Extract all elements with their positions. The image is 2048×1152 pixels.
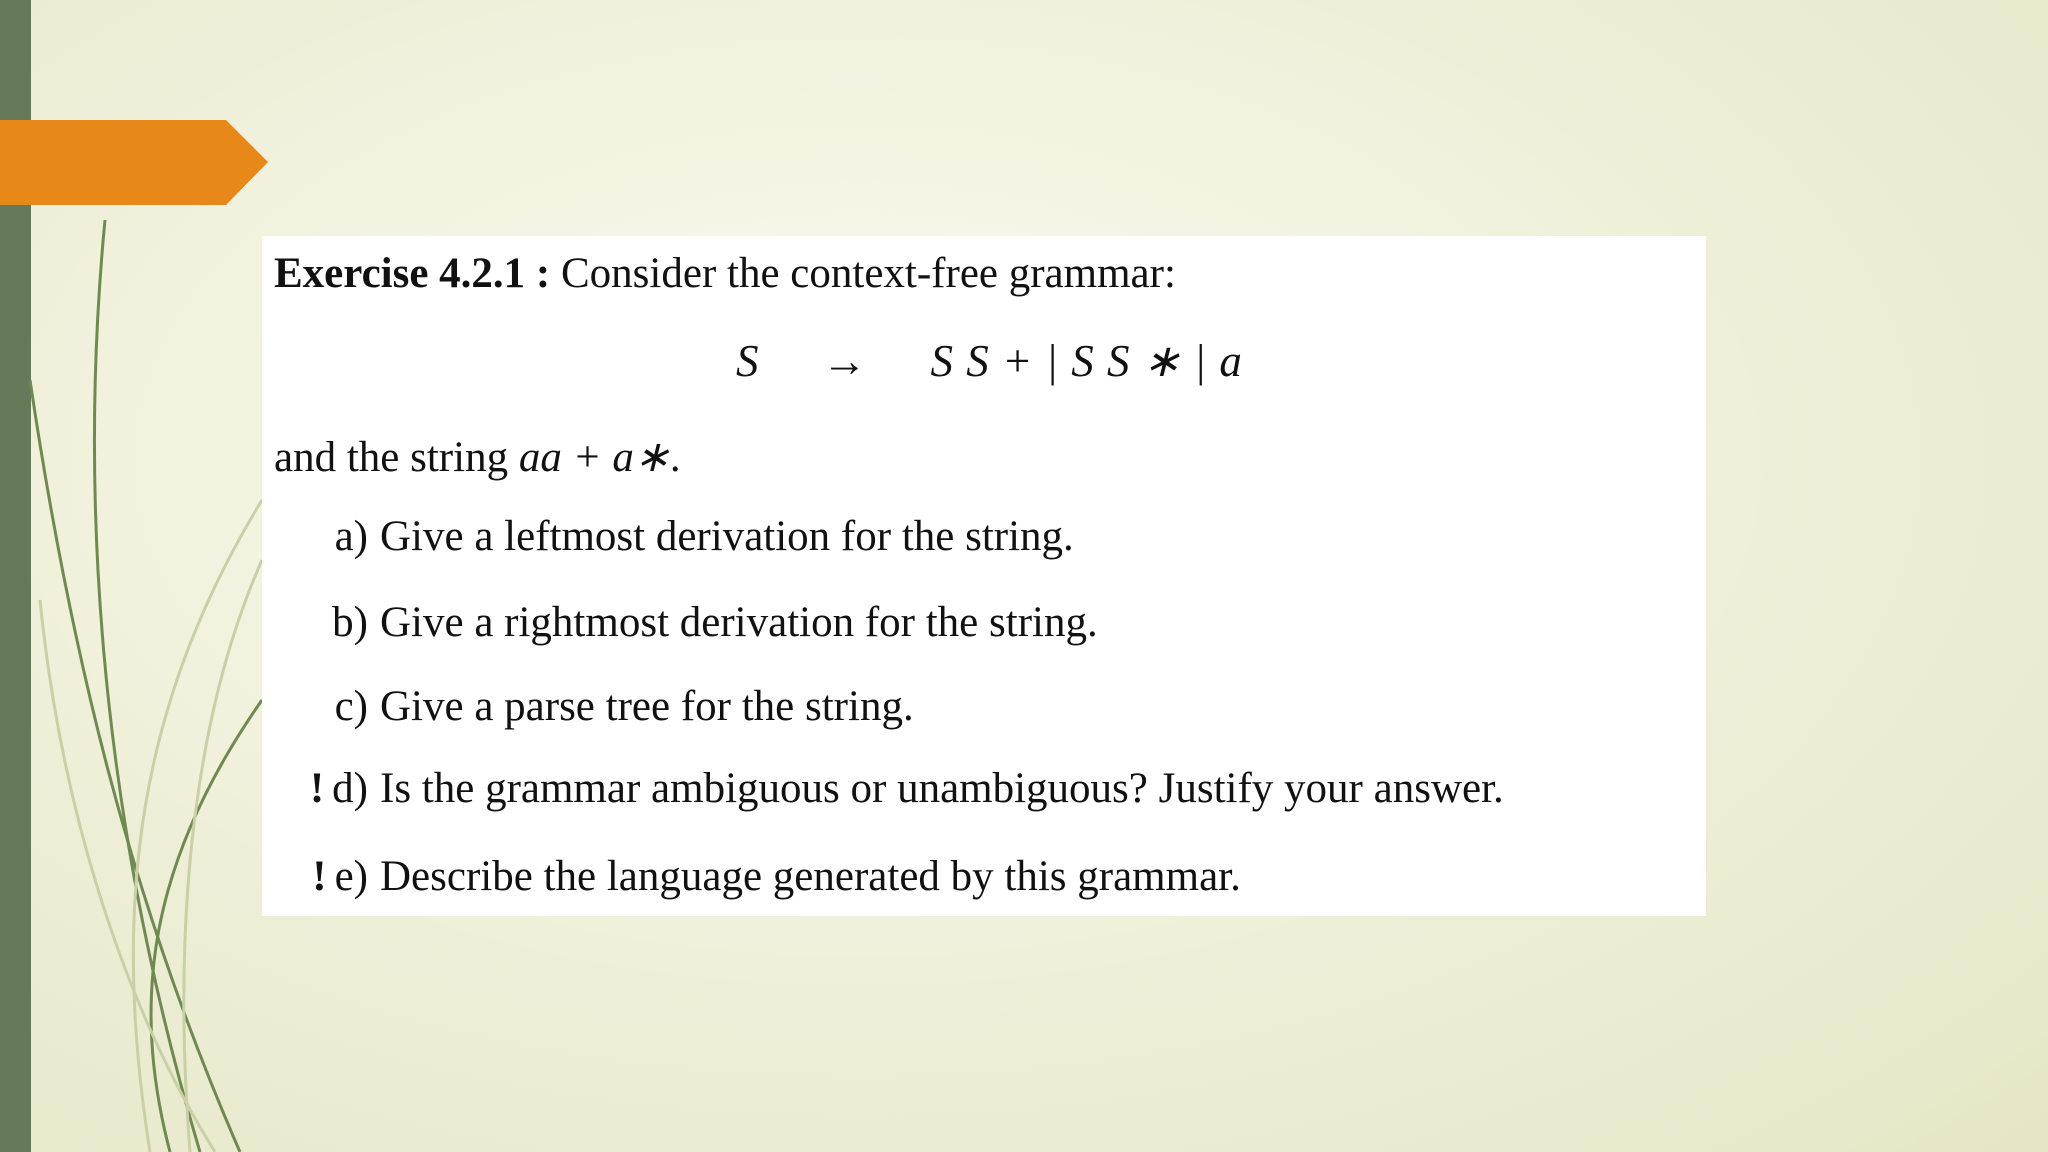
important-mark: ! xyxy=(309,765,325,812)
item-text: Give a leftmost derivation for the string. xyxy=(380,513,1074,560)
item-marker xyxy=(280,512,368,561)
string-prefix: and the string xyxy=(274,434,509,481)
item-letter: c) xyxy=(334,683,368,730)
string-statement xyxy=(274,432,681,482)
item-marker xyxy=(280,764,368,813)
item-letter: e) xyxy=(334,853,368,900)
important-mark: ! xyxy=(312,853,327,900)
rule-arrow: → xyxy=(822,336,868,386)
string-value: aa + a∗ xyxy=(518,434,670,481)
exercise-panel xyxy=(262,236,1706,916)
item-marker xyxy=(280,598,368,647)
item-text: Give a parse tree for the string. xyxy=(380,683,914,730)
rule-rhs: S S + | S S ∗ | a xyxy=(930,336,1243,386)
item-letter: a) xyxy=(334,513,368,560)
item-letter: d) xyxy=(332,765,368,812)
item-marker xyxy=(280,682,368,731)
grammar-rule xyxy=(736,334,1243,387)
item-text: Is the grammar ambiguous or unambiguous? Justify your answer. xyxy=(380,765,1504,812)
string-suffix: . xyxy=(669,434,681,481)
rule-lhs: S xyxy=(736,336,760,386)
title-arrow-shape xyxy=(0,120,268,205)
item-marker xyxy=(280,852,368,901)
item-text: Give a rightmost derivation for the string. xyxy=(380,599,1098,646)
item-letter: b) xyxy=(332,599,368,646)
exercise-label: Exercise 4.2.1 : xyxy=(274,250,551,297)
item-text: Describe the language generated by this grammar. xyxy=(380,853,1241,900)
exercise-intro: Consider the context-free grammar: xyxy=(561,250,1176,297)
exercise-heading xyxy=(274,248,1176,300)
